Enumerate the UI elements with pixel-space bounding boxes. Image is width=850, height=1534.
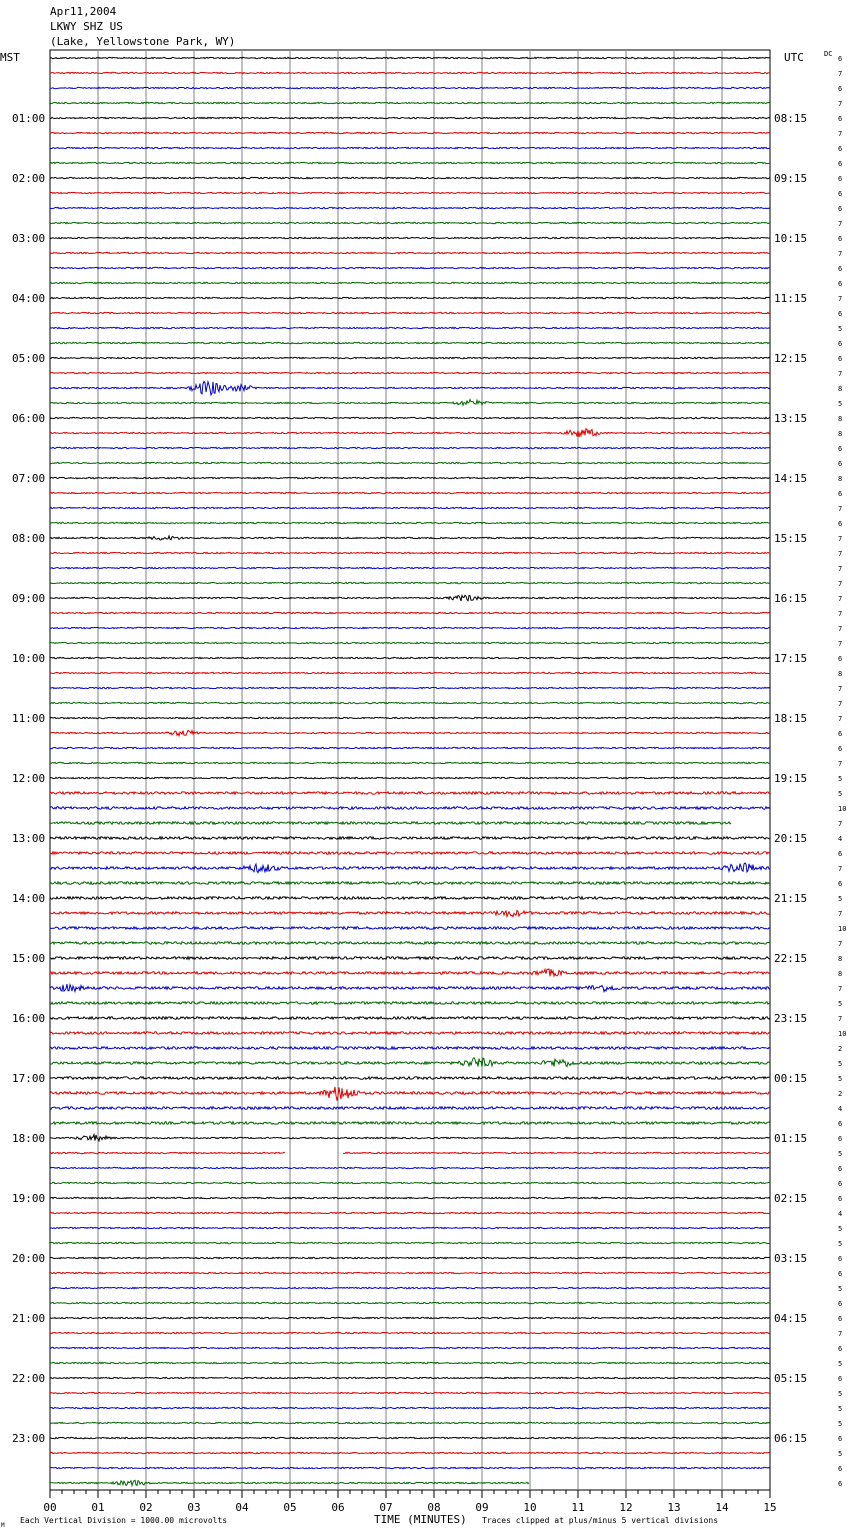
- dc-value: 5: [838, 1000, 843, 1008]
- dc-value: 6: [838, 280, 843, 288]
- dc-value: 6: [838, 520, 843, 528]
- dc-value: 6: [838, 1255, 843, 1263]
- trace-line: [50, 1392, 770, 1393]
- dc-value: 4: [838, 1210, 843, 1218]
- right-hour-label: 03:15: [774, 1252, 808, 1265]
- right-hour-label: 08:15: [774, 112, 808, 125]
- left-hour-label: 16:00: [12, 1012, 46, 1025]
- dc-value: 5: [838, 1060, 843, 1068]
- trace-line: [50, 837, 770, 840]
- dc-value: 5: [838, 1360, 843, 1368]
- dc-value: 8: [838, 385, 843, 393]
- dc-value: 5: [838, 1285, 843, 1293]
- dc-value: 7: [838, 70, 843, 78]
- dc-value: 7: [838, 685, 843, 693]
- dc-value: 7: [838, 610, 843, 618]
- right-hour-labels: [774, 112, 807, 1445]
- dc-value: 4: [838, 835, 843, 843]
- dc-value: 6: [838, 1300, 843, 1308]
- right-hour-label: 00:15: [774, 1072, 808, 1085]
- right-timezone-label: UTC: [784, 51, 804, 64]
- right-hour-label: 13:15: [774, 412, 808, 425]
- dc-label: DC: [824, 50, 833, 58]
- dc-value: 6: [838, 745, 843, 753]
- dc-value: 5: [838, 775, 843, 783]
- dc-value: 5: [838, 1225, 843, 1233]
- trace-group: [50, 57, 770, 1485]
- dc-value: 6: [838, 1480, 843, 1488]
- dc-value: 6: [838, 205, 843, 213]
- trace-line: [50, 1197, 770, 1198]
- trace-line: [50, 1077, 770, 1080]
- dc-value: 7: [838, 985, 843, 993]
- dc-value: 6: [838, 1165, 843, 1173]
- trace-line: [50, 702, 770, 703]
- trace-line: [50, 267, 770, 268]
- trace-line: [50, 237, 770, 238]
- header-date: Apr11,2004: [50, 5, 117, 18]
- footer-scale-note: Each Vertical Division = 1000.00 microvolts: [20, 1516, 228, 1525]
- x-tick-label: 07: [379, 1501, 393, 1514]
- dc-value: 5: [838, 790, 843, 798]
- left-hour-label: 15:00: [12, 952, 46, 965]
- dc-value: 6: [838, 490, 843, 498]
- dc-value: 6: [838, 1375, 843, 1383]
- dc-value: 2: [838, 1090, 843, 1098]
- trace-line: [50, 1422, 770, 1423]
- dc-value: 6: [838, 115, 843, 123]
- dc-value: 7: [838, 940, 843, 948]
- dc-value: 6: [838, 1135, 843, 1143]
- x-tick-label: 13: [667, 1501, 681, 1514]
- dc-value: 7: [838, 220, 843, 228]
- left-hour-label: 14:00: [12, 892, 46, 905]
- dc-value: 7: [838, 100, 843, 108]
- dc-value: 5: [838, 1450, 843, 1458]
- dc-value: 7: [838, 625, 843, 633]
- left-hour-label: 11:00: [12, 712, 46, 725]
- trace-line: [50, 807, 770, 810]
- dc-value: 6: [838, 235, 843, 243]
- trace-line: [50, 882, 770, 885]
- trace-line: [50, 1317, 770, 1318]
- dc-value: 8: [838, 415, 843, 423]
- dc-value: 6: [838, 190, 843, 198]
- right-hour-label: 20:15: [774, 832, 808, 845]
- dc-value: 5: [838, 1150, 843, 1158]
- trace-line: [50, 777, 770, 778]
- x-tick-label: 02: [139, 1501, 153, 1514]
- trace-line: [50, 522, 770, 523]
- trace-line: [50, 282, 770, 283]
- trace-line: [50, 1377, 770, 1378]
- trace-line: [50, 1467, 770, 1468]
- trace-line: [50, 852, 770, 855]
- trace-line: [50, 117, 770, 118]
- trace-line: [50, 863, 770, 873]
- dc-value: 7: [838, 1330, 843, 1338]
- dc-value: 6: [838, 160, 843, 168]
- right-hour-label: 14:15: [774, 472, 808, 485]
- dc-value: 7: [838, 370, 843, 378]
- dc-value: 7: [838, 295, 843, 303]
- trace-line: [50, 1135, 770, 1141]
- trace-line: [50, 297, 770, 298]
- dc-value: 7: [838, 550, 843, 558]
- trace-line: [50, 312, 770, 313]
- trace-line: [50, 969, 770, 976]
- dc-value: 7: [838, 700, 843, 708]
- trace-line: [50, 672, 770, 673]
- left-hour-label: 07:00: [12, 472, 46, 485]
- dc-value: 5: [838, 1405, 843, 1413]
- trace-line: [50, 1287, 770, 1288]
- dc-value: 8: [838, 955, 843, 963]
- dc-value: 6: [838, 460, 843, 468]
- dc-value: 5: [838, 1240, 843, 1248]
- trace-line: [50, 1362, 770, 1363]
- dc-value: 6: [838, 880, 843, 888]
- x-tick-label: 08: [427, 1501, 441, 1514]
- trace-line: [50, 984, 770, 991]
- trace-line: [50, 717, 770, 718]
- right-hour-label: 18:15: [774, 712, 808, 725]
- x-axis: [43, 1490, 776, 1514]
- dc-value: 6: [838, 145, 843, 153]
- trace-line: [50, 1452, 770, 1453]
- right-hour-label: 04:15: [774, 1312, 808, 1325]
- left-hour-label: 12:00: [12, 772, 46, 785]
- trace-line: [50, 372, 770, 373]
- trace-line: [50, 1302, 770, 1303]
- right-hour-label: 10:15: [774, 232, 808, 245]
- right-hour-label: 22:15: [774, 952, 808, 965]
- x-tick-label: 01: [91, 1501, 105, 1514]
- trace-line: [50, 792, 770, 795]
- trace-line: [50, 1332, 770, 1333]
- dc-value: 8: [838, 970, 843, 978]
- dc-value: 6: [838, 340, 843, 348]
- right-hour-label: 01:15: [774, 1132, 808, 1145]
- trace-line: [50, 1087, 770, 1101]
- dc-value: 7: [838, 1015, 843, 1023]
- trace-line: [50, 730, 770, 736]
- dc-value: 7: [838, 130, 843, 138]
- dc-value: 7: [838, 580, 843, 588]
- dc-value: 6: [838, 265, 843, 273]
- dc-value: 6: [838, 1435, 843, 1443]
- dc-value: 6: [838, 445, 843, 453]
- trace-line: [50, 657, 770, 658]
- dc-value: 7: [838, 910, 843, 918]
- dc-value: 7: [838, 250, 843, 258]
- dc-value: 7: [838, 760, 843, 768]
- dc-value-labels: [838, 55, 846, 1488]
- trace-line: [50, 252, 770, 253]
- trace-line: [50, 1227, 770, 1228]
- dc-value: 5: [838, 1075, 843, 1083]
- trace-line: [50, 342, 770, 343]
- dc-value: 7: [838, 820, 843, 828]
- dc-value: 6: [838, 85, 843, 93]
- trace-line: [50, 1167, 770, 1168]
- right-hour-label: 17:15: [774, 652, 808, 665]
- dc-value: 8: [838, 670, 843, 678]
- right-hour-label: 09:15: [774, 172, 808, 185]
- dc-value: 7: [838, 640, 843, 648]
- left-hour-label: 04:00: [12, 292, 46, 305]
- left-hour-label: 13:00: [12, 832, 46, 845]
- dc-value: 7: [838, 565, 843, 573]
- x-tick-label: 09: [475, 1501, 489, 1514]
- trace-line: [50, 177, 770, 178]
- left-hour-label: 01:00: [12, 112, 46, 125]
- trace-line: [50, 762, 770, 763]
- left-hour-label: 20:00: [12, 1252, 46, 1265]
- x-tick-label: 11: [571, 1501, 585, 1514]
- x-tick-label: 03: [187, 1501, 201, 1514]
- dc-value: 7: [838, 715, 843, 723]
- trace-line: [50, 381, 770, 395]
- trace-line: [50, 642, 770, 643]
- left-hour-label: 22:00: [12, 1372, 46, 1385]
- trace-line: [50, 1347, 770, 1348]
- x-tick-label: 00: [43, 1501, 57, 1514]
- trace-line: [50, 1152, 770, 1153]
- right-hour-label: 11:15: [774, 292, 808, 305]
- x-tick-label: 05: [283, 1501, 297, 1514]
- header-location: (Lake, Yellowstone Park, WY): [50, 35, 236, 48]
- x-tick-label: 14: [715, 1501, 729, 1514]
- right-hour-label: 12:15: [774, 352, 808, 365]
- trace-line: [50, 429, 770, 437]
- trace-line: [50, 687, 770, 688]
- trace-line: [50, 1002, 770, 1005]
- dc-value: 5: [838, 400, 843, 408]
- dc-value: 2: [838, 1045, 843, 1053]
- dc-value: 6: [838, 1345, 843, 1353]
- dc-value: 5: [838, 325, 843, 333]
- trace-line: [50, 400, 770, 406]
- trace-line: [50, 1257, 770, 1258]
- left-hour-label: 06:00: [12, 412, 46, 425]
- left-hour-label: 23:00: [12, 1432, 46, 1445]
- left-hour-label: 02:00: [12, 172, 46, 185]
- dc-value: 7: [838, 505, 843, 513]
- trace-line: [50, 1407, 770, 1408]
- left-hour-label: 21:00: [12, 1312, 46, 1325]
- trace-line: [50, 132, 770, 133]
- dc-value: 7: [838, 865, 843, 873]
- trace-line: [50, 567, 770, 568]
- trace-line: [50, 357, 770, 358]
- dc-value: 7: [838, 535, 843, 543]
- trace-line: [50, 417, 770, 418]
- trace-line: [50, 87, 770, 88]
- trace-line: [50, 747, 770, 748]
- dc-value: 5: [838, 1420, 843, 1428]
- dc-value: 7: [838, 595, 843, 603]
- trace-line: [50, 552, 770, 553]
- right-hour-label: 19:15: [774, 772, 808, 785]
- right-hour-label: 23:15: [774, 1012, 808, 1025]
- trace-line: [50, 1107, 770, 1110]
- trace-line: [50, 595, 770, 601]
- dc-value: 6: [838, 1120, 843, 1128]
- dc-value: 6: [838, 175, 843, 183]
- dc-value: 6: [838, 1270, 843, 1278]
- left-timezone-label: MST: [0, 51, 20, 64]
- dc-value: 10: [838, 1030, 847, 1038]
- dc-value: 6: [838, 655, 843, 663]
- header-station: LKWY SHZ US: [50, 20, 123, 33]
- corner-mark: M: [1, 1522, 5, 1529]
- left-hour-labels: [12, 112, 45, 1445]
- dc-value: 6: [838, 1180, 843, 1188]
- trace-line: [50, 1032, 770, 1035]
- trace-line: [50, 162, 770, 163]
- left-hour-label: 05:00: [12, 352, 46, 365]
- trace-line: [50, 222, 770, 223]
- trace-line: [50, 57, 770, 58]
- dc-value: 6: [838, 1465, 843, 1473]
- trace-line: [50, 957, 770, 960]
- trace-line: [50, 1182, 770, 1183]
- trace-line: [50, 447, 770, 448]
- left-hour-label: 03:00: [12, 232, 46, 245]
- dc-value: 6: [838, 850, 843, 858]
- dc-value: 6: [838, 55, 843, 63]
- dc-value: 6: [838, 355, 843, 363]
- trace-line: [50, 492, 770, 493]
- trace-line: [50, 1212, 770, 1213]
- dc-value: 10: [838, 925, 847, 933]
- right-hour-label: 15:15: [774, 532, 808, 545]
- left-hour-label: 10:00: [12, 652, 46, 665]
- left-hour-label: 17:00: [12, 1072, 46, 1085]
- dc-value: 10: [838, 805, 847, 813]
- trace-line: [50, 102, 770, 103]
- right-hour-label: 05:15: [774, 1372, 808, 1385]
- dc-value: 5: [838, 895, 843, 903]
- trace-line: [50, 536, 770, 540]
- x-tick-label: 15: [763, 1501, 777, 1514]
- left-hour-label: 08:00: [12, 532, 46, 545]
- trace-line: [50, 1242, 770, 1243]
- dc-value: 4: [838, 1105, 843, 1113]
- trace-line: [50, 462, 770, 463]
- trace-line: [50, 627, 770, 628]
- trace-line: [50, 612, 770, 613]
- left-hour-label: 19:00: [12, 1192, 46, 1205]
- left-hour-label: 09:00: [12, 592, 46, 605]
- trace-line: [50, 582, 770, 583]
- trace-line: [50, 147, 770, 148]
- x-tick-label: 10: [523, 1501, 537, 1514]
- trace-line: [50, 822, 731, 825]
- dc-value: 6: [838, 1315, 843, 1323]
- x-tick-label: 06: [331, 1501, 345, 1514]
- trace-line: [50, 942, 770, 945]
- x-axis-title: TIME (MINUTES): [374, 1513, 467, 1526]
- trace-line: [50, 207, 770, 208]
- dc-value: 5: [838, 1390, 843, 1398]
- dc-value: 8: [838, 475, 843, 483]
- trace-line: [50, 192, 770, 193]
- trace-line: [50, 910, 770, 916]
- dc-value: 8: [838, 430, 843, 438]
- trace-line: [50, 927, 770, 930]
- trace-line: [50, 327, 770, 328]
- x-tick-label: 12: [619, 1501, 633, 1514]
- trace-line: [50, 1122, 770, 1125]
- left-hour-label: 18:00: [12, 1132, 46, 1145]
- right-hour-label: 06:15: [774, 1432, 808, 1445]
- trace-line: [50, 1047, 770, 1050]
- trace-line: [50, 477, 770, 478]
- dc-value: 6: [838, 730, 843, 738]
- dc-value: 6: [838, 1195, 843, 1203]
- trace-line: [50, 72, 770, 73]
- trace-line: [50, 897, 770, 900]
- trace-line: [50, 1058, 770, 1067]
- trace-line: [50, 1272, 770, 1273]
- trace-line: [50, 1017, 770, 1020]
- right-hour-label: 02:15: [774, 1192, 808, 1205]
- trace-line: [50, 1437, 770, 1438]
- right-hour-label: 21:15: [774, 892, 808, 905]
- trace-line: [50, 507, 770, 508]
- dc-value: 6: [838, 310, 843, 318]
- right-hour-label: 16:15: [774, 592, 808, 605]
- x-tick-label: 04: [235, 1501, 249, 1514]
- footer-clip-note: Traces clipped at plus/minus 5 vertical divisions: [482, 1516, 719, 1525]
